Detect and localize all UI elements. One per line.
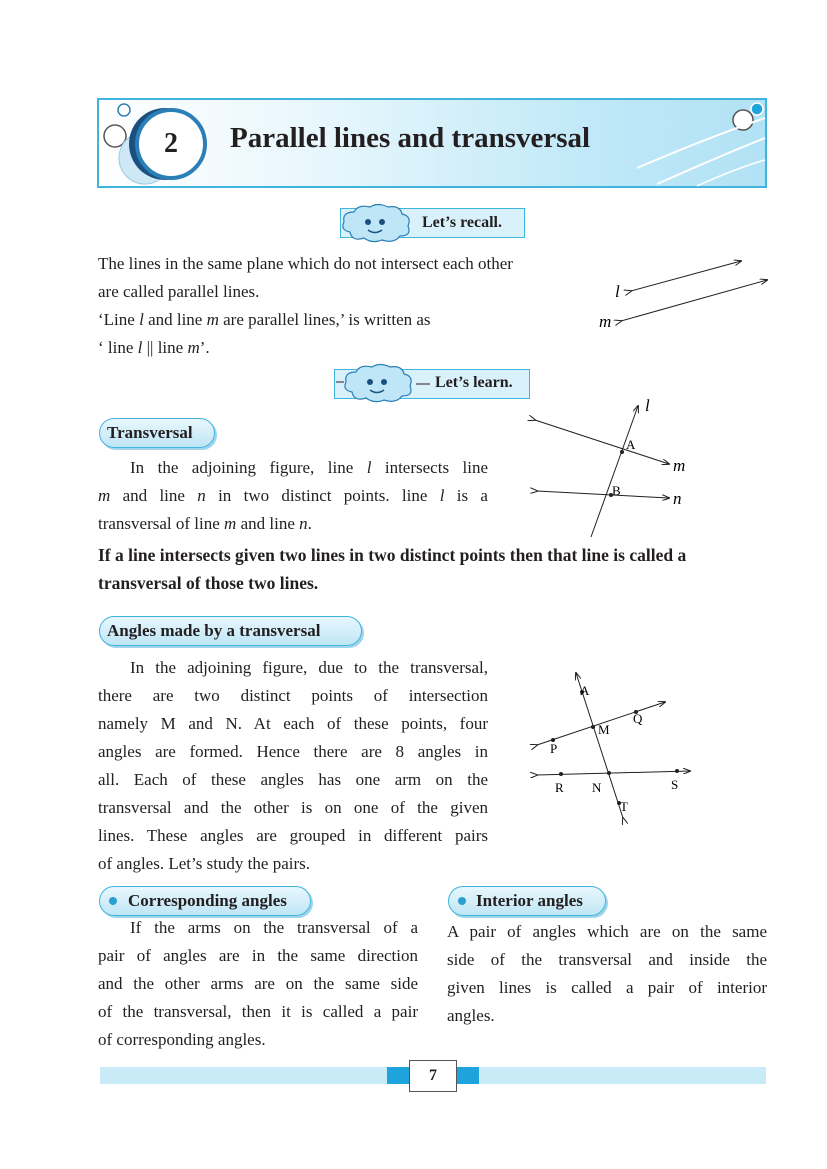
transversal-text	[98, 454, 488, 538]
recall-line-3: ‘Line l and line m are parallel lines,’ is written as	[98, 310, 431, 329]
transversal-line-3: transversal of line m and line n.	[98, 514, 312, 533]
label-m: m	[673, 456, 686, 475]
angles-line-5: all. Each of these angles has one arm on the	[98, 770, 488, 789]
chapter-number: 2	[164, 128, 178, 159]
definition-line-2: transversal of those two lines.	[98, 573, 319, 593]
cloud-mascot-icon	[332, 362, 434, 404]
label-t: T	[620, 799, 628, 814]
cloud-mascot-icon	[338, 202, 416, 244]
interior-line-2: side of the transversal and inside the	[447, 950, 767, 969]
angles-line-4: angles are formed. Hence there are 8 angles in	[98, 742, 488, 761]
chapter-title: Parallel lines and transversal	[230, 122, 591, 154]
angles-figure	[525, 665, 700, 825]
interior-heading: Interior angles	[476, 891, 583, 910]
transversal-definition	[98, 541, 778, 597]
line-l	[591, 406, 638, 537]
line-m	[621, 280, 767, 321]
angles-line-7: lines. These angles are grouped in different pairs	[98, 826, 488, 845]
recall-line-1: The lines in the same plane which do not intersect each other	[98, 254, 513, 273]
angles-line-3: namely M and N. At each of these points, four	[98, 714, 488, 733]
corresponding-line-3: and the other arms are on the same side	[98, 974, 418, 993]
transversal-heading: Transversal	[107, 423, 193, 442]
corresponding-line-1: If the arms on the transversal of a	[130, 918, 418, 937]
label-l: l	[615, 282, 620, 301]
corresponding-line-2: pair of angles are in the same direction	[98, 946, 418, 965]
label-m-point: M	[598, 722, 610, 737]
bullet-icon	[458, 897, 466, 905]
label-q: Q	[633, 711, 643, 726]
interior-line-1: A pair of angles which are on the same	[447, 922, 767, 941]
bullet-icon	[109, 897, 117, 905]
label-m: m	[599, 312, 612, 331]
label-l: l	[645, 396, 650, 415]
corresponding-text	[98, 914, 418, 1054]
label-r: R	[555, 780, 564, 795]
recall-line-2: are called parallel lines.	[98, 282, 260, 301]
line-m	[535, 420, 669, 464]
definition-line-1: If a line intersects given two lines in two distinct points then that line is called a	[98, 545, 687, 565]
transversal-line-1: In the adjoining figure, line l intersects line	[130, 458, 488, 477]
angles-line-6: transversal and the other is on one of the given	[98, 798, 488, 817]
interior-text	[447, 918, 767, 1030]
angles-line-1: In the adjoining figure, due to the transversal,	[130, 658, 488, 677]
interior-line-4: angles.	[447, 1006, 495, 1025]
corresponding-heading: Corresponding angles	[128, 891, 287, 910]
recall-text	[98, 250, 598, 362]
label-p: P	[550, 741, 558, 756]
lets-learn-label: Let’s learn.	[435, 374, 513, 391]
label-a: A	[580, 683, 590, 698]
label-point-b: B	[612, 483, 621, 498]
angles-heading: Angles made by a transversal	[107, 621, 321, 640]
transversal-figure	[525, 392, 700, 542]
angles-line-2: there are two distinct points of intersection	[98, 686, 488, 705]
line-n	[537, 491, 669, 498]
label-n: n	[673, 489, 682, 508]
label-n-point: N	[592, 780, 602, 795]
interior-line-3: given lines is called a pair of interior	[447, 978, 767, 997]
parallel-lines-figure	[595, 250, 785, 335]
angles-text	[98, 654, 488, 878]
page-number: 7	[409, 1060, 457, 1092]
corresponding-line-5: of corresponding angles.	[98, 1030, 266, 1049]
angles-line-8: of angles. Let’s study the pairs.	[98, 854, 310, 873]
transversal-line-2: m and line n in two distinct points. line l is a	[98, 486, 488, 505]
corresponding-line-4: of the transversal, then it is called a pair	[98, 1002, 418, 1021]
lets-recall-label: Let’s recall.	[422, 214, 502, 231]
recall-line-4: ‘ line l || line m’.	[98, 338, 210, 357]
label-point-a: A	[626, 437, 636, 452]
line-l	[631, 261, 741, 291]
label-s: S	[671, 777, 679, 792]
